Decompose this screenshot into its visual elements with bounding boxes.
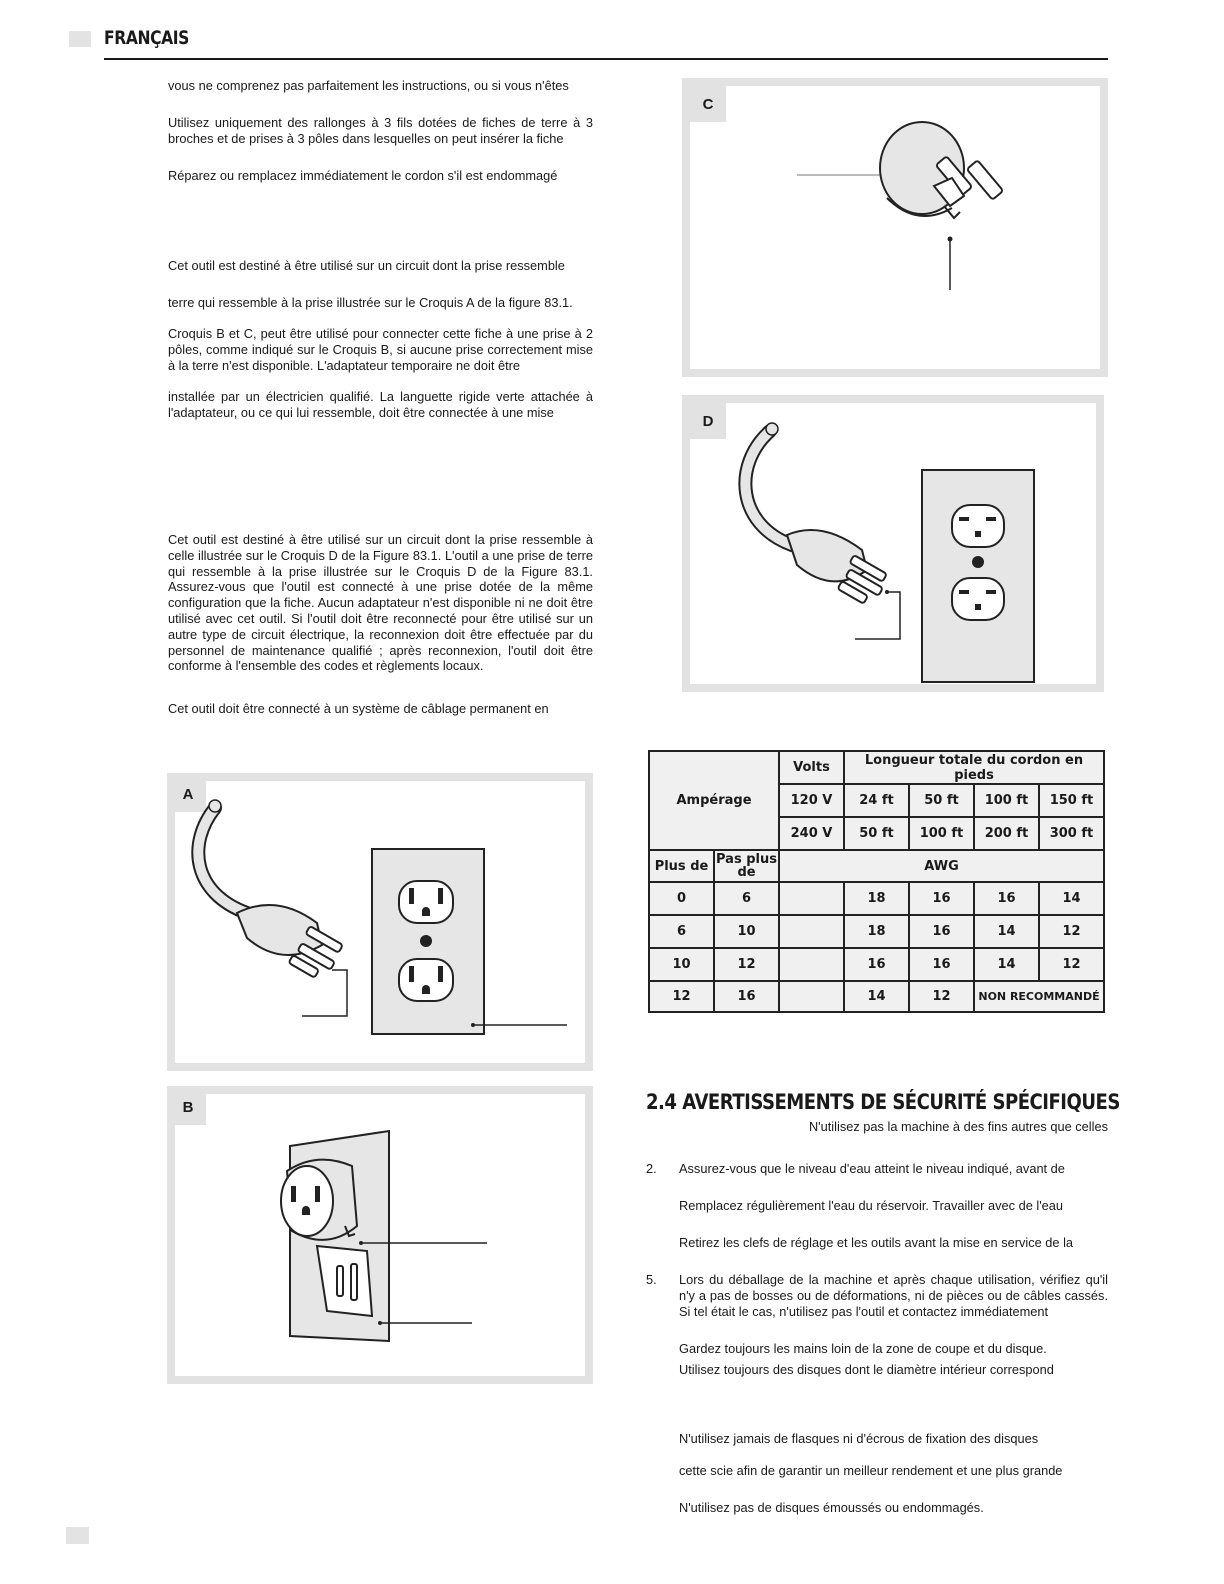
figure-a-plug-outlet-drawing bbox=[167, 773, 593, 1071]
paragraph-adapter: Croquis B et C, peut être utilisé pour connecter cette fiche à une prise à 2 pôles, comme indiqué sur le Croquis B, si aucune prise correctement mise à la terre n'est disponible. L'adaptateur temporaire ne doit être bbox=[168, 326, 593, 373]
awg-value: 12 bbox=[1039, 948, 1104, 981]
paragraph-electrician: installée par un électricien qualifié. La languette rigide verte attachée à l'adaptateur, ou ce qui lui ressemble, doit être connectée à une mise bbox=[168, 389, 593, 420]
header-awg: AWG bbox=[779, 850, 1104, 882]
table-row bbox=[649, 882, 1104, 915]
figure-a bbox=[167, 773, 593, 1071]
paragraph-circuit-a: Cet outil est destiné à être utilisé sur un circuit dont la prise ressemble bbox=[168, 258, 565, 273]
length-240-3: 200 ft bbox=[974, 817, 1039, 850]
awg-value: 18 bbox=[844, 882, 909, 915]
section-intro: N'utilisez pas la machine à des fins autres que celles bbox=[808, 1119, 1108, 1134]
amp-to: 10 bbox=[714, 915, 779, 948]
awg-value: 16 bbox=[909, 948, 974, 981]
item-dull-discs: N'utilisez pas de disques émoussés ou endommagés. bbox=[679, 1500, 984, 1515]
volts-240: 240 V bbox=[779, 817, 844, 850]
length-120-2: 50 ft bbox=[909, 784, 974, 817]
item-hands-away: Gardez toujours les mains loin de la zone de coupe et du disque. bbox=[679, 1341, 1047, 1356]
paragraph-instructions: vous ne comprenez pas parfaitement les instructions, ou si vous n'êtes bbox=[168, 78, 569, 93]
item-water-replace: Remplacez régulièrement l'eau du réservoir. Travailler avec de l'eau bbox=[679, 1198, 1064, 1213]
amp-from: 12 bbox=[649, 981, 714, 1012]
awg-value: 18 bbox=[844, 915, 909, 948]
empty-cell bbox=[779, 882, 844, 915]
figure-b-adapter-drawing bbox=[167, 1086, 593, 1384]
awg-value: 16 bbox=[909, 882, 974, 915]
header-amperage: Ampérage bbox=[649, 751, 779, 850]
awg-value: 14 bbox=[974, 948, 1039, 981]
awg-value: 12 bbox=[909, 981, 974, 1012]
amp-from: 6 bbox=[649, 915, 714, 948]
extension-cord-awg-table bbox=[648, 750, 1105, 1013]
amp-from: 0 bbox=[649, 882, 714, 915]
figure-c-plug-drawing bbox=[682, 78, 1108, 377]
awg-value: 16 bbox=[844, 948, 909, 981]
awg-value: 16 bbox=[974, 882, 1039, 915]
figure-c bbox=[682, 78, 1108, 377]
figure-b bbox=[167, 1086, 593, 1384]
footer-marker bbox=[66, 1527, 89, 1544]
header-plus-de: Plus de bbox=[649, 850, 714, 882]
header-volts: Volts bbox=[779, 751, 844, 784]
empty-cell bbox=[779, 981, 844, 1012]
volts-120: 120 V bbox=[779, 784, 844, 817]
figure-b-label: B bbox=[170, 1089, 206, 1125]
header-pas-plus-de: Pas plus de bbox=[714, 850, 779, 882]
length-120-1: 24 ft bbox=[844, 784, 909, 817]
table-row bbox=[649, 981, 1104, 1012]
item-remove-keys: Retirez les clefs de réglage et les outils avant la mise en service de la bbox=[679, 1235, 1074, 1250]
awg-value: 14 bbox=[974, 915, 1039, 948]
length-240-4: 300 ft bbox=[1039, 817, 1104, 850]
header-rule bbox=[104, 58, 1108, 60]
amp-to: 12 bbox=[714, 948, 779, 981]
awg-value: 12 bbox=[1039, 915, 1104, 948]
figure-d-plug-outlet-drawing bbox=[682, 395, 1104, 692]
page-language-title: FRANÇAIS bbox=[104, 27, 189, 49]
length-120-3: 100 ft bbox=[974, 784, 1039, 817]
figure-a-label: A bbox=[170, 776, 206, 812]
figure-d-label: D bbox=[690, 403, 726, 439]
empty-cell bbox=[779, 915, 844, 948]
item-flanges: N'utilisez jamais de flasques ni d'écrous de fixation des disques bbox=[679, 1431, 1039, 1446]
paragraph-circuit-d: Cet outil est destiné à être utilisé sur un circuit dont la prise ressemble à celle illustrée sur le Croquis D de la Figure 83.1. L'outil a une prise de terre qui ressemble à la prise illustrée sur le Croquis D de la Figure 83.1. Assurez-vous que l'outil est connecté à une prise dotée de la même configuration que la fiche. Aucun adaptateur n'est disponible ni ne doit être utilisé avec cet outil. Si l'outil doit être reconnecté pour être utilisé sur un autre type de circuit électrique, la reconnexion doit être effectuée par du personnel de maintenance qualifié ; après reconnexion, l'outil doit être conforme à l'ensemble des codes et règlements locaux. bbox=[168, 532, 593, 674]
figure-c-label: C bbox=[690, 86, 726, 122]
header-marker bbox=[69, 31, 91, 47]
item-unpacking-check: Lors du déballage de la machine et après chaque utilisation, vérifiez qu'il n'y a pas de bosses ou de déformations, ni de pièces ou de câbles cassés. Si tel était le cas, n'utilisez pas l'outil et contactez immédiatement bbox=[679, 1272, 1108, 1319]
item-number-2: 2. bbox=[646, 1161, 657, 1176]
header-cord-length: Longueur totale du cordon en pieds bbox=[844, 751, 1104, 784]
length-120-4: 150 ft bbox=[1039, 784, 1104, 817]
figure-d bbox=[682, 395, 1104, 692]
length-240-2: 100 ft bbox=[909, 817, 974, 850]
length-240-1: 50 ft bbox=[844, 817, 909, 850]
table-row bbox=[649, 915, 1104, 948]
not-recommended-cell: NON RECOMMANDÉ bbox=[974, 981, 1104, 1012]
item-disc-diameter: Utilisez toujours des disques dont le diamètre intérieur correspond bbox=[679, 1362, 1054, 1377]
paragraph-extension-cords: Utilisez uniquement des rallonges à 3 fils dotées de fiches de terre à 3 broches et de prises à 3 pôles dans lesquelles on peut insérer la fiche bbox=[168, 115, 593, 146]
empty-cell bbox=[779, 948, 844, 981]
amp-to: 16 bbox=[714, 981, 779, 1012]
amp-from: 10 bbox=[649, 948, 714, 981]
awg-value: 16 bbox=[909, 915, 974, 948]
table-row bbox=[649, 948, 1104, 981]
paragraph-sketch-a: terre qui ressemble à la prise illustrée sur le Croquis A de la figure 83.1. bbox=[168, 295, 573, 310]
awg-value: 14 bbox=[1039, 882, 1104, 915]
paragraph-permanent-wiring: Cet outil doit être connecté à un système de câblage permanent en bbox=[168, 701, 549, 716]
paragraph-damaged-cord: Réparez ou remplacez immédiatement le cordon s'il est endommagé bbox=[168, 168, 558, 183]
item-number-5: 5. bbox=[646, 1272, 657, 1287]
amp-to: 6 bbox=[714, 882, 779, 915]
awg-value: 14 bbox=[844, 981, 909, 1012]
item-water-level: Assurez-vous que le niveau d'eau atteint le niveau indiqué, avant de bbox=[679, 1161, 1065, 1176]
section-title: 2.4 AVERTISSEMENTS DE SÉCURITÉ SPÉCIFIQUES bbox=[646, 1090, 1120, 1114]
item-performance: cette scie afin de garantir un meilleur rendement et une plus grande bbox=[679, 1463, 1063, 1478]
